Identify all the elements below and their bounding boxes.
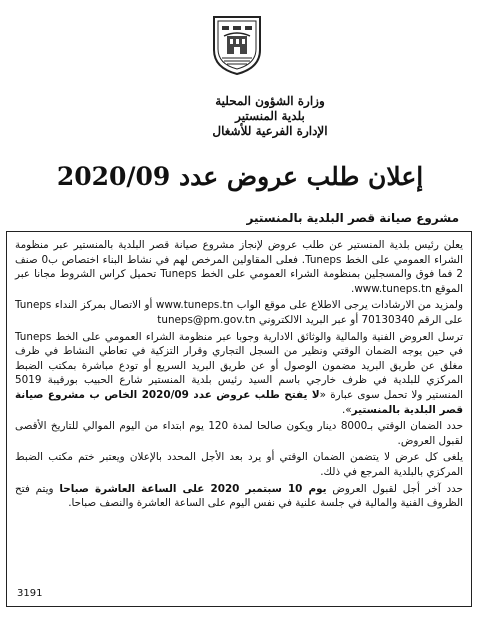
issuer-header — [150, 94, 390, 139]
envelope-label: لا يفتح طلب عروض عدد 2020/09 الخاص ب مشروع صيانة قصر البلدية بالمنستير — [15, 388, 463, 416]
reference-number: 3191 — [17, 588, 43, 599]
paragraph-submission — [15, 330, 463, 418]
submission-close: ». — [342, 403, 352, 416]
submission-text: ترسل العروض الفنية والمالية والوثائق الادارية وجوبا عبر منظومة الشراء العمومي على الخط Tuneps في حين يوجه الضمان الوقتي ونظير من السجل التجاري وقرار التزكية في تعاطي النشاط في ظرف مغلق عن طريق البريد مضمون الوصول أو عن طريق البريد السريع أو تودع مباشرة بمكتب الضبط المركزي للبلدية في ظرف خارجي باسم السيد رئيس بلدية المنستير شارع الحبيب بورقيبة 5019 المنستير ولا تحمل سوى عبارة « — [15, 330, 463, 401]
project-title: مشروع صيانة قصر البلدية بالمنستير — [246, 211, 459, 225]
paragraph-guarantee: حدد الضمان الوقتي بـ8000 دينار ويكون صالحا لمدة 120 يوم ابتداء من اليوم الموالي للتاريخ الأقصى لقبول العروض. — [15, 420, 463, 447]
deadline-date: يوم 10 سبتمبر 2020 على الساعة العاشرة صباحا — [59, 482, 327, 495]
paragraph-intro: يعلن رئيس بلدية المنستير عن طلب عروض لإنجاز مشروع صيانة قصر البلدية بالمنستير عبر منظومة الشراء العمومي على الخط Tuneps. فعلى المقاولين المرخص لهم في نشاط البناء اختصاص ب0 صنف 2 فما فوق والمسجلين بمنظومة الشراء العمومي على الخط Tuneps تحميل كراس الشروط مجانا عبر الموقع www.tuneps.tn. — [15, 239, 463, 295]
ministry-name: وزارة الشؤون المحلية — [215, 94, 325, 108]
announcement-title: إعلان طلب عروض عدد 2020/09 — [56, 162, 424, 191]
announcement-body — [15, 238, 463, 511]
paragraph-contact: ولمزيد من الارشادات يرجى الاطلاع على موقع الواب www.tuneps.tn أو الاتصال بمركز النداء Tuneps على الرقم 70130340 أو عبر البريد الالكتروني tuneps@pm.gov.tn — [15, 299, 463, 326]
municipality-name: بلدية المنستير — [235, 109, 305, 123]
municipality-coat-of-arms-icon — [210, 14, 264, 76]
department-name: الإدارة الفرعية للأشغال — [212, 124, 328, 138]
paragraph-deadline — [15, 482, 463, 511]
deadline-intro: حدد آخر أجل لقبول العروض — [326, 482, 463, 495]
announcement-body-box — [6, 231, 472, 607]
paragraph-cancellation: يلغى كل عرض لا يتضمن الضمان الوقتي أو يرد بعد الأجل المحدد بالإعلان ويعتبر ختم مكتب الضبط المركزي بالبلدية المرجع في ذلك. — [15, 451, 463, 478]
deadline-opening: ويتم فتح الظروف الفنية والمالية في جلسة علنية في نفس اليوم على الساعة العاشرة والنصف صباحا. — [15, 482, 463, 510]
